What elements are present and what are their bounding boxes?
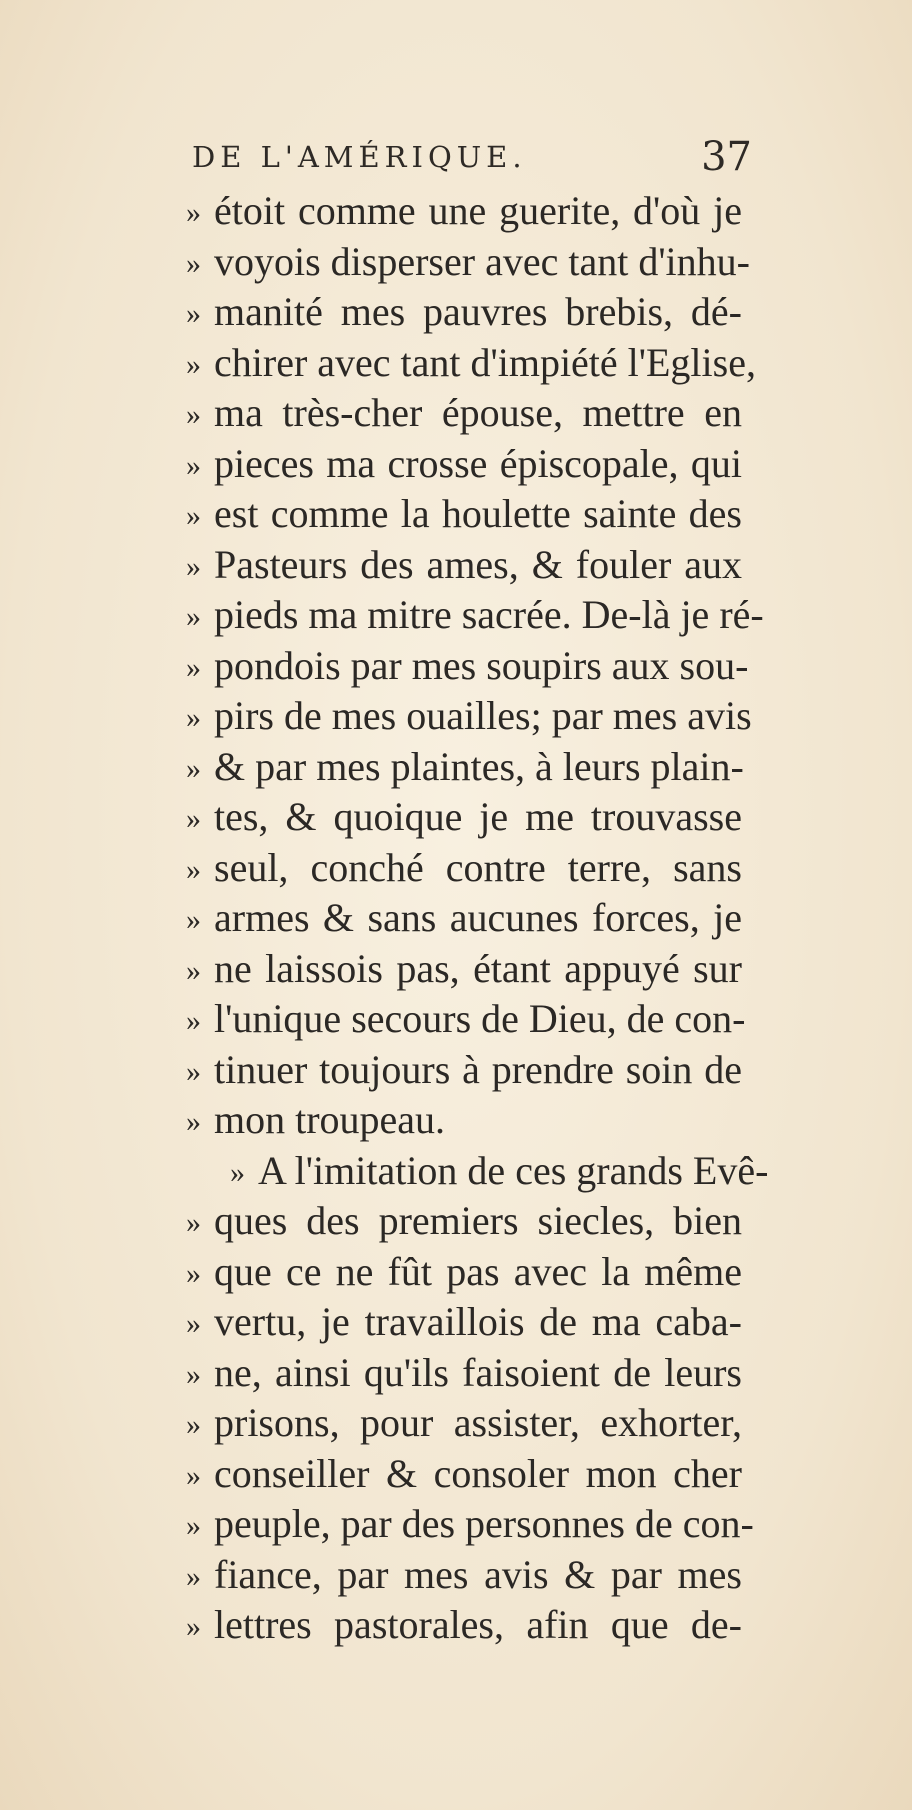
quote-mark: » [186,1054,201,1088]
text-line [186,1095,746,1146]
line-text: pondois par mes soupirs aux sou- [214,642,749,688]
quote-mark: » [186,1256,201,1290]
line-text: peuple, par des personnes de con- [214,1501,754,1546]
text-line [186,994,746,1045]
line-text: que ce ne fût pas avec la même [214,1248,742,1294]
line-text: lettres pastorales, afin que de- [214,1602,742,1647]
quote-mark: » [186,499,201,532]
quote-mark: » [186,701,201,734]
quote-mark: » [186,1458,201,1492]
text-line [186,439,746,490]
line-text: manité mes pauvres brebis, dé- [214,289,742,334]
quote-mark: » [186,1509,201,1542]
text-line [186,893,746,944]
quote-mark: » [186,398,201,431]
text-line [186,1600,746,1651]
text-line [186,489,746,540]
text-line [186,792,746,843]
line-text: ques des premiers siecles, bien [214,1198,742,1243]
quote-mark: » [186,1105,201,1138]
text-line [186,1550,746,1601]
text-line [186,1297,746,1348]
text-line [186,237,750,288]
text-line [186,1196,746,1247]
text-line [186,1449,746,1500]
line-text: conseiller & consoler mon cher [214,1450,742,1496]
running-title: DE L'AMÉRIQUE. [192,140,527,174]
quote-mark: » [186,549,201,583]
line-text: ne, ainsi qu'ils faisoient de leurs [214,1349,742,1395]
text-line [186,287,746,338]
quote-mark: » [186,1408,201,1441]
line-text: fiance, par mes avis & par mes [214,1551,742,1597]
line-text: & par mes plaintes, à leurs plain- [214,743,744,789]
line-text: Pasteurs des ames, & fouler aux [214,541,742,587]
line-text: chirer avec tant d'impiété l'Eglise, [214,339,756,385]
running-head [192,134,752,180]
line-text: A l'imitation de ces grands Evê- [258,1147,769,1193]
quote-mark: » [186,1610,201,1643]
quote-mark: » [186,297,201,330]
text-line [186,691,752,742]
text-line [186,641,749,692]
page-number: 37 [701,134,752,180]
line-text: tinuer toujours à prendre soin de [214,1046,742,1092]
text-line [186,944,746,995]
line-text: vertu, je travaillois de ma caba- [214,1299,742,1344]
quote-mark: » [230,1155,245,1189]
text-line [186,338,756,389]
line-text: ma très-cher épouse, mettre en [214,390,742,435]
line-text: voyois disperser avec tant d'inhu- [214,238,750,284]
line-text: tes, & quoique je me trouvasse [214,794,742,839]
text-line [186,1146,769,1197]
quote-mark: » [186,650,201,684]
line-text: pirs de mes ouailles; par mes avis [214,693,752,738]
quote-mark: » [186,1307,201,1340]
text-line [186,742,746,793]
line-text: étoit comme une guerite, d'où je [214,188,742,233]
quote-mark: » [186,246,201,280]
quote-mark: » [186,1004,201,1037]
line-text: pieces ma crosse épiscopale, qui [214,440,742,486]
text-line [186,1348,746,1399]
body-text [186,186,769,1651]
line-text: l'unique secours de Dieu, de con- [214,996,746,1041]
text-line [186,590,764,641]
text-line [186,186,746,237]
quote-mark: » [186,903,201,936]
quote-mark: » [186,852,201,886]
text-line [186,1045,746,1096]
text-line [186,388,746,439]
quote-mark: » [186,1559,201,1593]
line-text: mon troupeau. [214,1097,446,1142]
text-line [186,540,746,591]
line-text: pieds ma mitre sacrée. De-là je ré- [214,592,764,637]
line-text: est comme la houlette sainte des [214,491,742,536]
quote-mark: » [186,600,201,633]
text-line [186,1247,746,1298]
line-text: prisons, pour assister, exhorter, [214,1400,742,1445]
text-line [186,1398,746,1449]
line-text: seul, conché contre terre, sans [214,844,742,890]
text-line [186,843,746,894]
quote-mark: » [186,196,201,229]
line-text: ne laissois pas, étant appuyé sur [214,945,742,991]
quote-mark: » [186,1357,201,1391]
quote-mark: » [186,802,201,835]
line-text: armes & sans aucunes forces, je [214,895,742,940]
quote-mark: » [186,751,201,785]
quote-mark: » [186,1206,201,1239]
quote-mark: » [186,953,201,987]
quote-mark: » [186,448,201,482]
text-line [186,1499,754,1550]
quote-mark: » [186,347,201,381]
